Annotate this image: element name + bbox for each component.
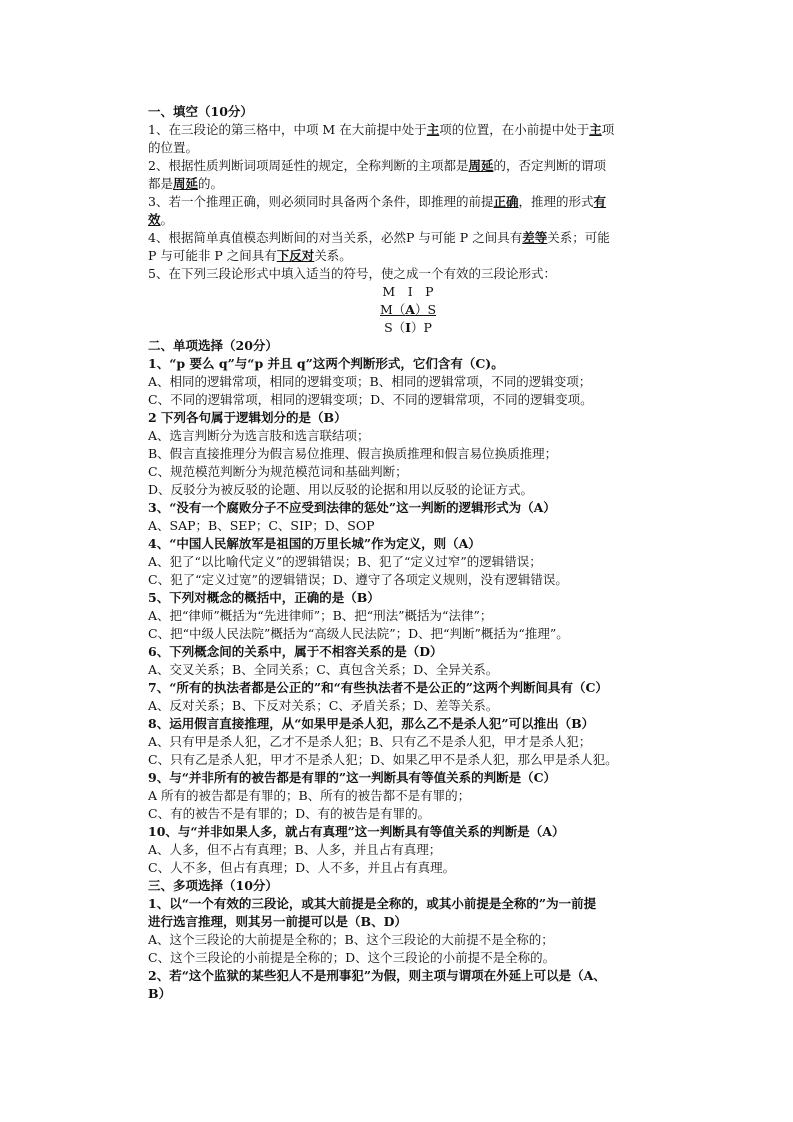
fill-q3 — [148, 193, 668, 211]
question-options: A、这个三段论的大前提是全称的；B、这个三段论的大前提不是全称的； — [148, 932, 554, 947]
question-options: A、只有甲是杀人犯，乙才不是杀人犯；B、只有乙不是杀人犯，甲才是杀人犯； — [148, 734, 592, 749]
text: 4、根据简单真值模态判断间的对当关系，必然P 与可能 P 之间具有 — [148, 230, 523, 245]
syllogism-conclusion — [148, 319, 668, 337]
question-stem: 5、下列对概念的概括中，正确的是（B） — [148, 590, 380, 605]
question-stem: 4、“中国人民解放军是祖国的万里长城”作为定义，则（A） — [148, 536, 481, 551]
answer: I — [405, 320, 411, 335]
question-options: C、规范模范判断分为规范模范词和基础判断； — [148, 464, 408, 479]
text: 都是 — [148, 176, 174, 191]
question-options: A、犯了“以比喻代定义”的逻辑错误；B、犯了“定义过窄”的逻辑错误； — [148, 554, 542, 569]
question-stem: 3、“没有一个腐败分子不应受到法律的惩处”这一判断的逻辑形式为（A） — [148, 500, 556, 515]
text: 项的位置，在小前提中处于 — [439, 122, 590, 137]
answer: 主 — [426, 122, 440, 137]
question-options: A、相同的逻辑常项，相同的逻辑变项；B、相同的逻辑常项，不同的逻辑变项； — [148, 374, 592, 389]
text: 项 — [601, 122, 615, 137]
question-stem: 7、“所有的执法者都是公正的”和“有些执法者不是公正的”这两个判断间具有（C） — [148, 680, 608, 695]
answer: 效 — [148, 212, 161, 227]
section-multi-choice-title: 三、多项选择（10分） — [148, 878, 278, 893]
fill-q4 — [148, 229, 668, 247]
syllogism-major: M I P — [382, 284, 434, 299]
section-fill-title: 一、填空（10分） — [148, 104, 253, 119]
text: 。 — [160, 212, 174, 227]
question-options: C、不同的逻辑常项，相同的逻辑变项；D、不同的逻辑常项，不同的逻辑变项。 — [148, 392, 593, 407]
text: 关系。 — [314, 248, 352, 263]
text: 关系；可能 — [547, 230, 610, 245]
text: 的，否定判断的谓项 — [493, 158, 606, 173]
question-options: C、人不多，但占有真理；D、人不多，并且占有真理。 — [148, 860, 456, 875]
text: ）S — [414, 302, 437, 317]
question-options: A、反对关系；B、下反对关系；C、矛盾关系；D、差等关系。 — [148, 698, 499, 713]
question-stem: 6、下列概念间的关系中，属于不相容关系的是（D） — [148, 644, 443, 659]
question-options: A、SAP；B、SEP；C、SIP；D、SOP — [148, 518, 375, 533]
fill-q1-cont: 的位置。 — [148, 140, 199, 155]
fill-q2 — [148, 157, 668, 175]
question-stem: 1、以“一个有效的三段论，或其大前提是全称的，或其小前提是全称的”为一前提 — [148, 896, 597, 911]
question-stem: 8、运用假言直接推理，从“如果甲是杀人犯，那么乙不是杀人犯”可以推出（B） — [148, 716, 595, 731]
answer: 主 — [589, 122, 602, 137]
question-options: C、把“中级人民法院”概括为“高级人民法院”；D、把“判断”概括为“推理”。 — [148, 626, 569, 641]
text: P 与可能非 P 之间具有 — [148, 248, 277, 263]
fill-q1 — [148, 121, 668, 139]
question-options: A、把“律师”概括为“先进律师”；B、把“刑法”概括为“法律”； — [148, 608, 493, 623]
syllogism-form — [148, 283, 668, 337]
question-stem: 进行选言推理，则其另一前提可以是（B、D） — [148, 914, 407, 929]
question-options: C、只有乙是杀人犯，甲才不是杀人犯；D、如果乙甲不是杀人犯，那么甲是杀人犯。 — [148, 752, 618, 767]
answer: 差等 — [522, 230, 548, 245]
syllogism-minor — [148, 301, 668, 319]
question-options: C、这个三段论的小前提是全称的；D、这个三段论的小前提不是全称的。 — [148, 950, 556, 965]
answer: A — [405, 302, 415, 317]
question-stem: 10、与“并非如果人多，就占有真理”这一判断具有等值关系的判断是（A） — [148, 824, 565, 839]
question-stem: 1、“p 要么 q”与“p 并且 q”这两个判断形式，它们含有（C)。 — [148, 356, 504, 371]
text: ，推理的形式 — [518, 194, 594, 209]
text: 2、根据性质判断词项周延性的规定，全称判断的主项都是 — [148, 158, 469, 173]
question-options: A 所有的被告都是有罪的；B、所有的被告都不是有罪的； — [148, 788, 471, 803]
fill-q2-cont — [148, 175, 668, 193]
fill-q3-cont — [148, 211, 668, 229]
text: S（ — [384, 320, 406, 335]
question-options: A、选言判断分为选言肢和选言联结项； — [148, 428, 370, 443]
question-options: C、犯了“定义过宽”的逻辑错误；D、遵守了各项定义规则，没有逻辑错误。 — [148, 572, 568, 587]
question-stem: 2 下列各句属于逻辑划分的是（B） — [148, 410, 347, 425]
question-options: D、反驳分为被反驳的论题、用以反驳的论据和用以反驳的论证方式。 — [148, 482, 534, 497]
question-options: A、人多，但不占有真理；B、人多，并且占有真理； — [148, 842, 442, 857]
question-stem: 2、若“这个监狱的某些犯人不是刑事犯”为假，则主项与谓项在外延上可以是（A、 — [148, 968, 606, 983]
text: ）P — [411, 320, 432, 335]
text: 1、在三段论的第三格中，中项 M 在大前提中处于 — [148, 122, 427, 137]
answer: 周延 — [173, 176, 199, 191]
question-options: C、有的被告不是有罪的；D、有的被告是有罪的。 — [148, 806, 431, 821]
question-options: B、假言直接推理分为假言易位推理、假言换质推理和假言易位换质推理； — [148, 446, 558, 461]
text: 3、若一个推理正确，则必须同时具备两个条件，即推理的前提 — [148, 194, 494, 209]
answer: 周延 — [468, 158, 494, 173]
section-single-choice-title: 二、单项选择（20分） — [148, 338, 278, 353]
text: M（ — [379, 302, 406, 317]
answer: 有 — [593, 194, 607, 209]
multi-choice-list — [148, 895, 668, 1003]
fill-q5: 5、在下列三段论形式中填入适当的符号，使之成一个有效的三段论形式： — [148, 266, 556, 281]
document-page — [148, 103, 668, 1003]
single-choice-list — [148, 355, 668, 877]
text: 的。 — [198, 176, 224, 191]
answer: 正确 — [493, 194, 519, 209]
question-stem: 9、与“并非所有的被告都是有罪的”这一判断具有等值关系的判断是（C） — [148, 770, 557, 785]
fill-q4-cont — [148, 247, 668, 265]
answer: 下反对 — [276, 248, 315, 263]
question-stem: B） — [148, 986, 172, 1001]
question-options: A、交叉关系；B、全同关系；C、真包含关系；D、全异关系。 — [148, 662, 499, 677]
